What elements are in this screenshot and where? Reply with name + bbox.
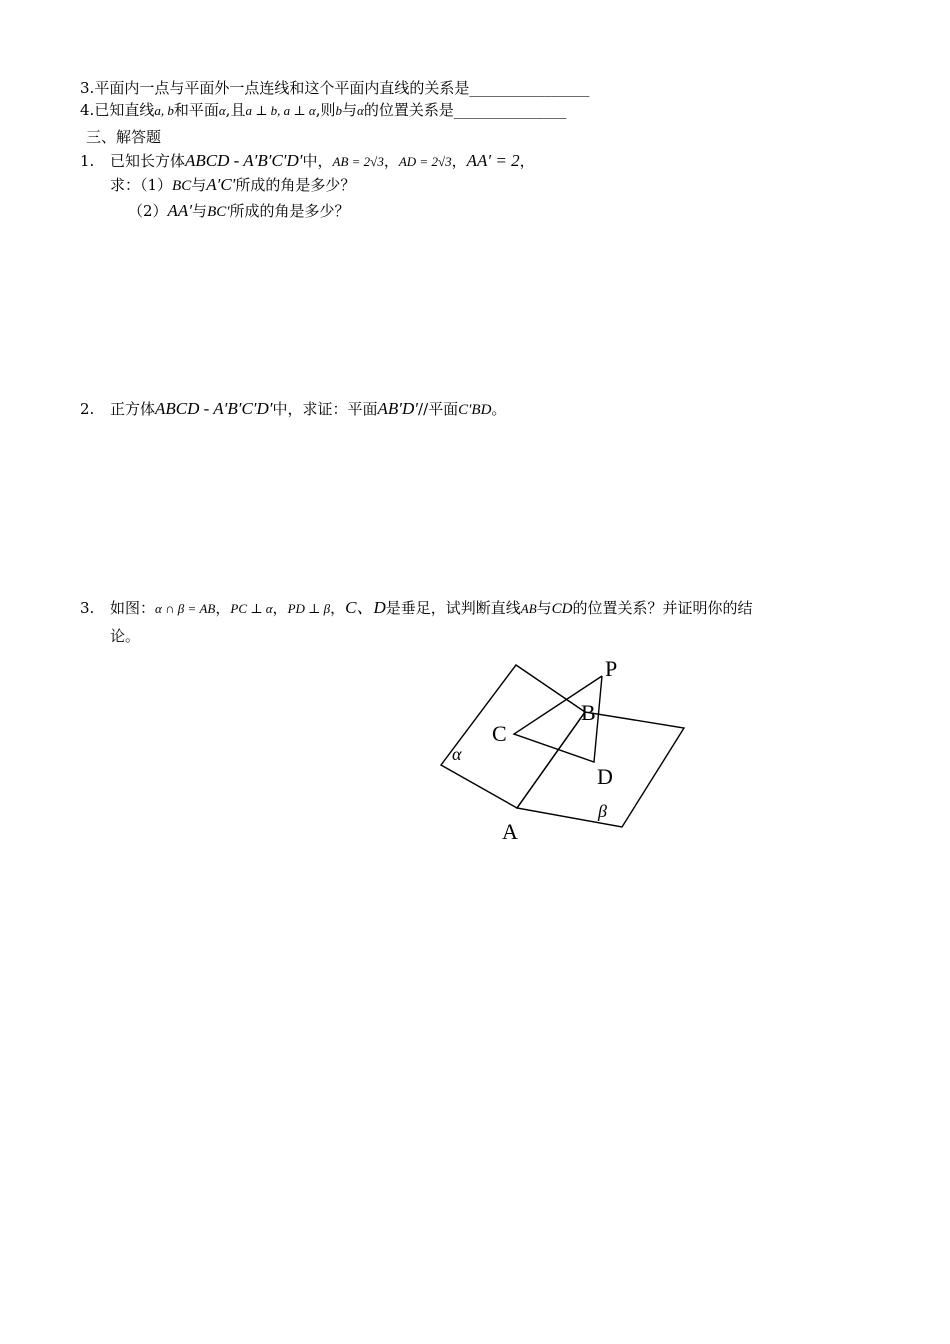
problem-text: 与 bbox=[191, 176, 207, 194]
math-a1c1: A′C′ bbox=[206, 175, 236, 194]
problem-text: 求：（1） bbox=[110, 176, 173, 194]
math-bc1: BC′ bbox=[207, 204, 230, 220]
question-text: 已知直线 bbox=[94, 101, 155, 119]
math-ad-length: AD = 2√3 bbox=[398, 154, 452, 169]
question-text: 和平面 bbox=[173, 101, 219, 119]
math-aa-length: AA′ = 2 bbox=[466, 151, 520, 170]
math-cube: ABCD - A′B′C′D′ bbox=[155, 399, 273, 418]
math-intersection: α ∩ β = AB bbox=[155, 601, 216, 616]
problem-text: 正方体 bbox=[110, 400, 156, 418]
question-text: ,且 bbox=[225, 101, 246, 119]
math-condition: a ⊥ b, a ⊥ α bbox=[245, 103, 316, 118]
problem-text: 与 bbox=[192, 202, 208, 220]
separator: ， bbox=[383, 152, 399, 170]
math-plane-c1bd: C′BD bbox=[458, 402, 492, 418]
problem-number: 3. bbox=[80, 599, 95, 617]
math-plane-alpha: α bbox=[218, 103, 226, 118]
math-pd-perp: PD ⊥ β bbox=[287, 601, 331, 616]
problem-text: （2） bbox=[128, 202, 168, 220]
problem-text: //平面 bbox=[418, 400, 459, 418]
math-lines-ab: a, b bbox=[154, 103, 174, 118]
math-cuboid: ABCD - A′B′C′D′ bbox=[185, 151, 303, 170]
problem-text: 是垂足，试判断直线 bbox=[385, 599, 521, 617]
problem-text: 所成的角是多少？ bbox=[235, 176, 356, 194]
math-pc-perp: PC ⊥ α bbox=[230, 601, 273, 616]
answer-blank: _______________ bbox=[453, 101, 567, 119]
problem-text: 中， bbox=[302, 152, 333, 170]
math-plane-ab1d1: AB′D′ bbox=[377, 399, 419, 418]
problem-text: 已知长方体 bbox=[110, 152, 186, 170]
question-number: 4. bbox=[80, 101, 95, 119]
label-c: C bbox=[492, 721, 507, 746]
separator: ， bbox=[451, 152, 467, 170]
label-alpha: α bbox=[452, 744, 462, 764]
separator: ， bbox=[519, 152, 535, 170]
question-text: 平面内一点与平面外一点连线和这个平面内直线的关系是 bbox=[94, 79, 470, 97]
question-number: 3. bbox=[80, 79, 95, 97]
problem-3-line-2: 论。 bbox=[110, 627, 141, 645]
math-aa1: AA′ bbox=[167, 201, 193, 220]
question-text: ,则 bbox=[315, 101, 336, 119]
separator: ， bbox=[330, 599, 346, 617]
problem-text: 的位置关系？并证明你的结 bbox=[572, 599, 753, 617]
problem-text: 与 bbox=[536, 599, 552, 617]
label-b: B bbox=[581, 700, 596, 725]
problem-text: 如图： bbox=[110, 599, 156, 617]
question-text: 的位置关系是 bbox=[363, 101, 454, 119]
problem-number: 2. bbox=[80, 400, 95, 418]
math-line-b: b bbox=[335, 103, 343, 118]
answer-blank: ________________ bbox=[469, 79, 590, 97]
problem-number: 1. bbox=[80, 152, 95, 170]
label-a: A bbox=[502, 819, 518, 844]
problem-text: 。 bbox=[491, 400, 507, 418]
math-ab-line: AB bbox=[520, 601, 537, 616]
separator: ， bbox=[215, 599, 231, 617]
problem-text: 中，求证：平面 bbox=[272, 400, 378, 418]
label-p: P bbox=[605, 656, 618, 681]
math-cd-points: C、D bbox=[345, 598, 386, 617]
math-plane-alpha: α bbox=[357, 103, 364, 118]
question-text: 与 bbox=[342, 101, 358, 119]
plane-alpha-outline bbox=[441, 665, 585, 808]
math-bc: BC bbox=[172, 178, 192, 194]
label-d: D bbox=[597, 764, 613, 789]
math-ab-length: AB = 2√3 bbox=[332, 154, 384, 169]
separator: ， bbox=[272, 599, 288, 617]
math-cd-line: CD bbox=[551, 601, 573, 617]
label-beta: β bbox=[598, 801, 607, 821]
problem-text: 所成的角是多少？ bbox=[229, 202, 350, 220]
section-title: 三、解答题 bbox=[86, 128, 162, 146]
